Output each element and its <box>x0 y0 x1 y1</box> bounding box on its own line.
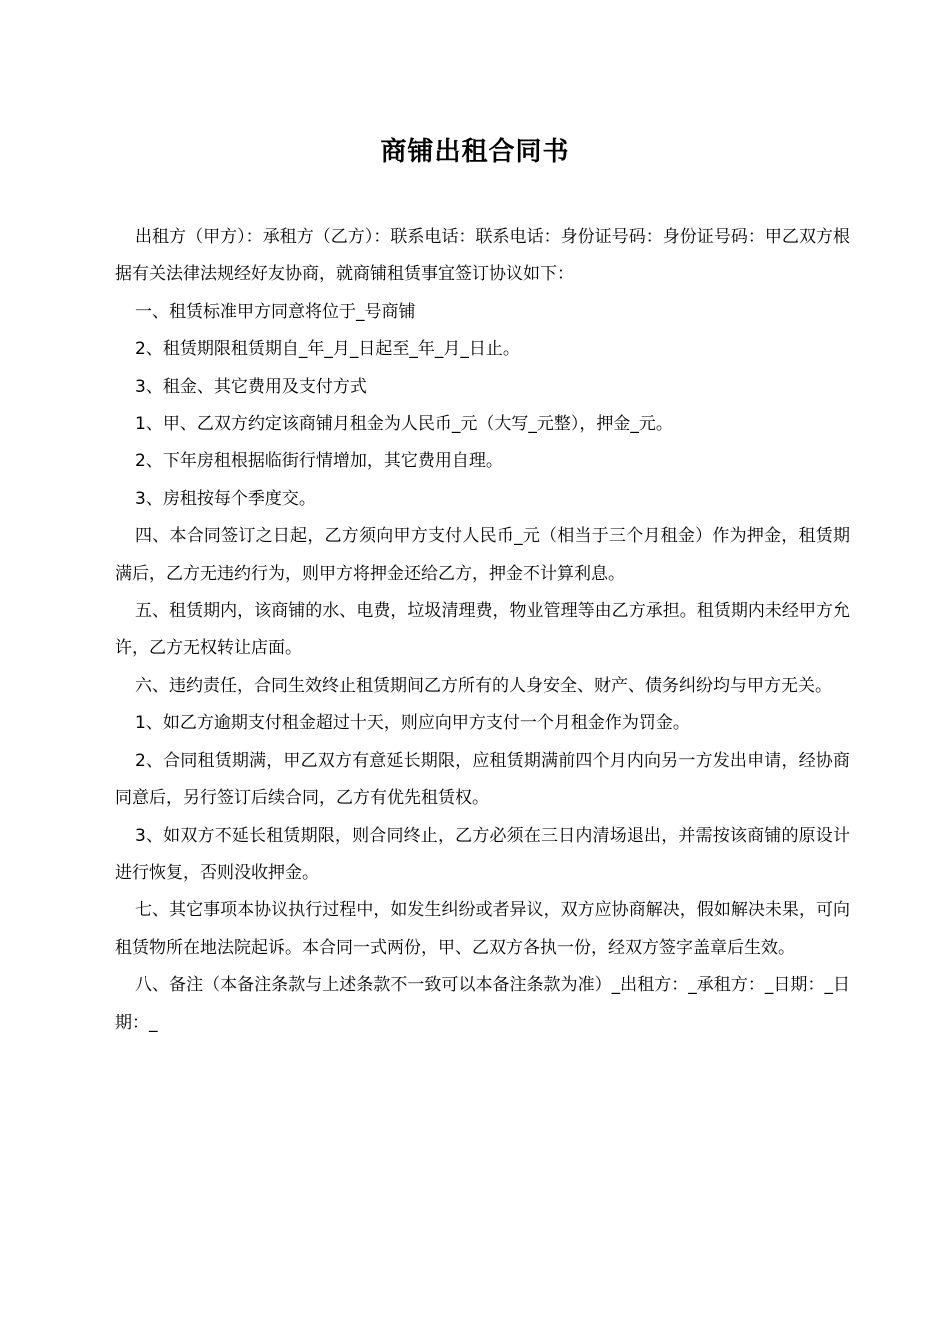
paragraph-rent-amount: 1、甲、乙双方约定该商铺月租金为人民币_元（大写_元整），押金_元。 <box>135 414 673 435</box>
paragraph-deposit: 四、本合同签订之日起，乙方须向甲方支付人民币_元（相当于三个月租金）作为押金，租赁期满后，乙方无违约行为，则甲方将押金还给乙方，押金不计算利息。 <box>115 526 850 584</box>
document-title: 商铺出租合同书 <box>380 137 570 167</box>
paragraph-lease-term: 2、租赁期限租赁期自_年_月_日起至_年_月_日止。 <box>135 339 520 360</box>
paragraph-renewal: 2、合同租赁期满，甲乙双方有意延长期限，应租赁期满前四个月内向另一方发出申请，经协商同意后，另行签订后续合同，乙方有优先租赁权。 <box>115 750 850 809</box>
paragraph-parties: 出租方（甲方）：承租方（乙方）：联系电话：联系电话：身份证号码：身份证号码：甲乙双方根据有关法律法规经好友协商，就商铺租赁事宜签订协议如下： <box>115 227 850 285</box>
paragraph-lease-standard: 一、租赁标准甲方同意将位于_号商铺 <box>135 301 416 322</box>
paragraph-liability: 六、违约责任，合同生效终止租赁期间乙方所有的人身安全、财产、债务纠纷均与甲方无关。 <box>135 675 832 696</box>
paragraph-rent-increase: 2、下年房租根据临街行情增加，其它费用自理。 <box>135 451 503 472</box>
paragraph-rent-payment: 3、房租按每个季度交。 <box>135 488 316 509</box>
paragraph-utilities: 五、租赁期内，该商铺的水、电费，垃圾清理费，物业管理等由乙方承担。租赁期内未经甲方允许，乙方无权转让店面。 <box>115 601 850 659</box>
paragraph-remarks-signatures: 八、备注（本备注条款与上述条款不一致可以本备注条款为准）_出租方：_承租方：_日期：_日期：_ <box>115 975 850 1033</box>
paragraph-rent-heading: 3、租金、其它费用及支付方式 <box>135 376 367 397</box>
paragraph-other-matters: 七、其它事项本协议执行过程中，如发生纠纷或者异议，双方应协商解决，假如解决未果，可向租赁物所在地法院起诉。本合同一式两份，甲、乙双方各执一份，经双方签字盖章后生效。 <box>115 900 850 958</box>
document-body <box>115 219 850 1042</box>
paragraph-late-penalty: 1、如乙方逾期支付租金超过十天，则应向甲方支付一个月租金作为罚金。 <box>135 713 690 734</box>
paragraph-termination: 3、如双方不延长租赁期限，则合同终止，乙方必须在三日内清场退出，并需按该商铺的原设计进行恢复，否则没收押金。 <box>115 825 850 883</box>
